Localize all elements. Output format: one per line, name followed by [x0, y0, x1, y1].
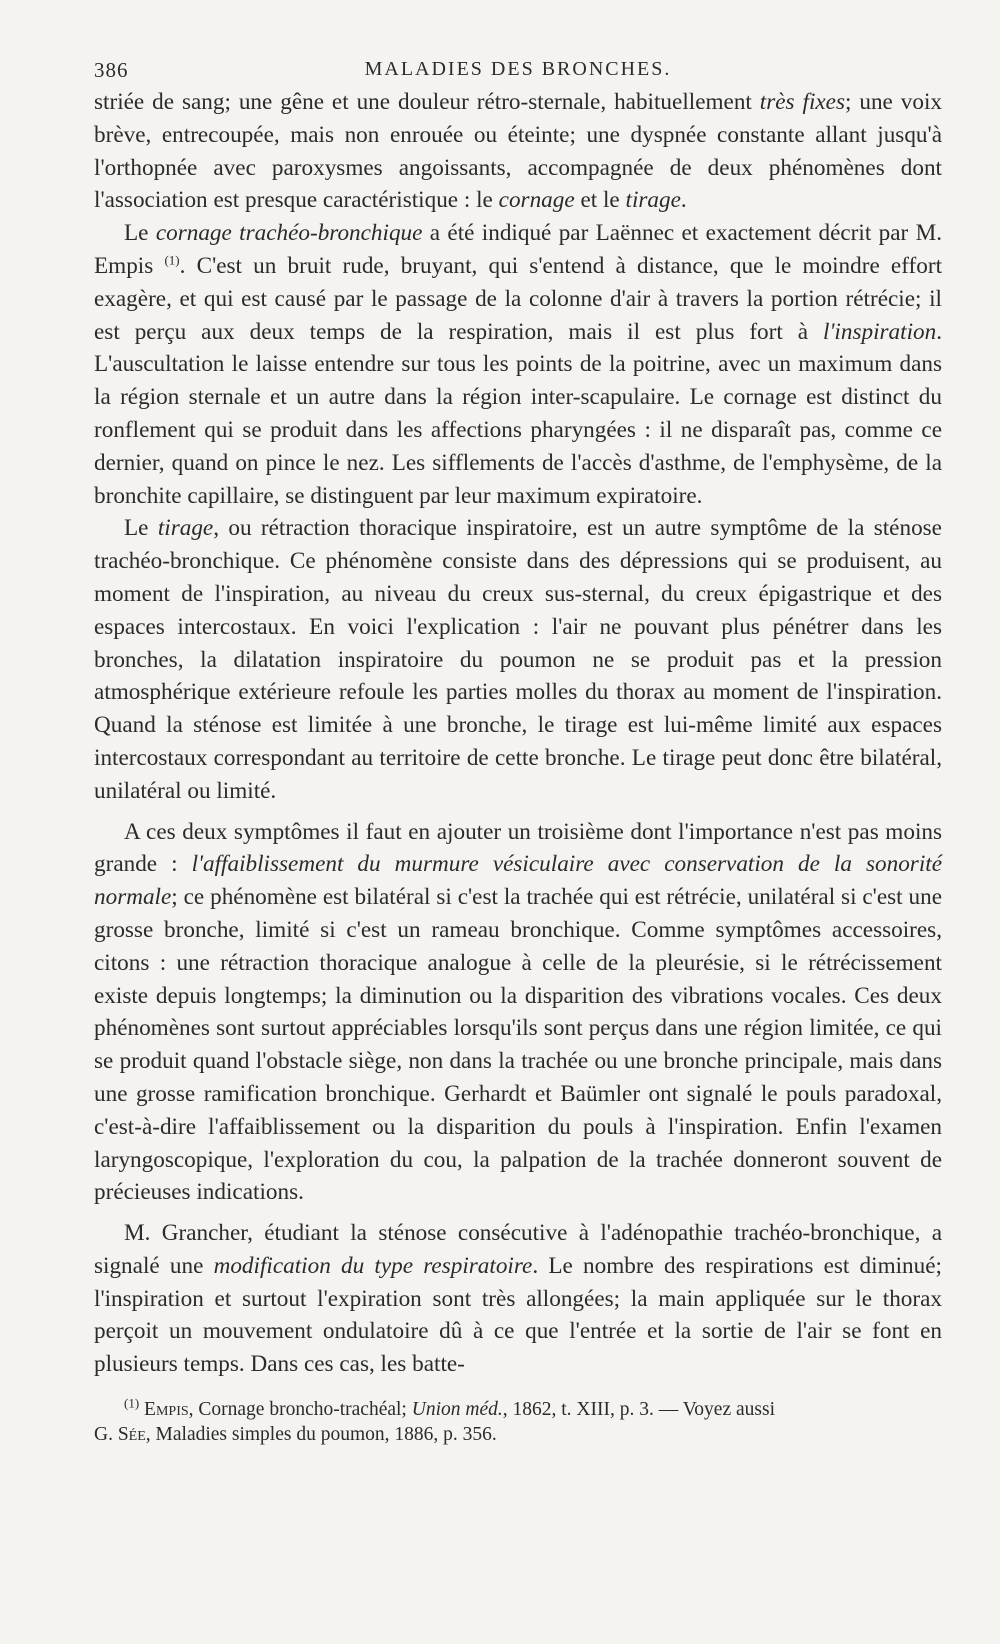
text-run: A ces deux symptômes il faut en ajouter un troisième dont l'importance n'est pas moins grande : [94, 818, 942, 878]
text-run: . L'auscultation le laisse entendre sur tous les points de la poitrine, avec un maximum dans la région sternale et un autre dans la région inter-scapulaire. Le cornage est distinct du ronflement qui se produit dans les affections pharyngées : il ne disparaît pas, comme ce dernier, quand on pince le nez. Les sifflements de l'accès d'asthme, de l'emphysème, de la bronchite capillaire, se distinguent par leur maximum expiratoire. [94, 318, 942, 509]
text-run: Le [124, 220, 156, 247]
italic-run: modification du type respiratoire [213, 1252, 533, 1279]
text-run: et le [574, 187, 626, 214]
text-run: G. Sée [94, 1424, 146, 1446]
italic-run: tirage [625, 187, 681, 214]
footnote-ref: (1) [124, 1395, 140, 1411]
text-run: . [680, 187, 687, 214]
italic-run: l'affaiblissement du murmure vésiculaire avec conservation de la sonorité normale [94, 851, 943, 911]
italic-run: cornage trachéo-bronchique [155, 220, 423, 247]
paragraph-tirage [94, 512, 942, 807]
text-run: M. Grancher, étudiant la sténose consécutive à l'adénopathie trachéo-bronchique, a signalé une [94, 1220, 942, 1279]
paragraph-grancher [94, 1217, 942, 1381]
text-run: ; une voix brève, entrecoupée, mais non enrouée ou éteinte; une dyspnée constante allant jusqu'à l'orthopnée avec paroxysmes angoissants, accompagnée de deux phénomènes dont l'association est presque caractéristique : le [94, 89, 942, 214]
text-run: Le [124, 515, 158, 542]
text-run: striée de sang; une gêne et une douleur rétro-sternale, habituellement [94, 89, 760, 115]
page-number: 386 [94, 58, 129, 82]
italic-run: tirage [157, 515, 214, 542]
text-run: . Le nombre des respirations est diminué; l'inspiration et surtout l'expiration sont très allongées; la main appliquée sur le thorax perçoit un mouvement ondulatoire dû à ce que l'entrée et la sortie de l'air se font en plusieurs temps. Dans ces cas, les batte- [94, 1252, 942, 1378]
text-run: . C'est un bruit rude, bruyant, qui s'entend à distance, que le moindre effort exagère, et qui est causé par le passage de la colonne d'air à travers la portion rétrécie; il est perçu aux deux temps de la respiration, mais il est plus fort à [94, 252, 943, 345]
italic-run: cornage [498, 187, 575, 214]
text-run: ; ce phénomène est bilatéral si c'est la trachée qui est rétrécie, unilatéral si c'est une grosse bronche, limité si c'est un rameau bronchique. Comme symptômes accessoires, citons : une rétraction thoracique analogue à celle de la pleurésie, si le rétrécissement existe depuis longtemps; la diminution ou la disparition des vibrations vocales. Ces deux phénomènes sont surtout appréciables lorsqu'ils sont perçus dans une région limitée, ce qui se produit quand l'obstacle siège, non dans la trachée ou une bronche principale, mais dans une grosse ramification bronchique. Gerhardt et Baümler ont signalé le pouls paradoxal, c'est-à-dire l'affaiblissement ou la disparition du pouls à l'inspiration. Enfin l'examen laryngoscopique, l'exploration du cou, la palpation de la trachée donneront souvent de précieuses indications. [94, 884, 942, 1206]
text-run: , Maladies simples du poumon, 1886, p. 356. [145, 1424, 497, 1446]
text-run: Empis [139, 1399, 189, 1421]
italic-run: l'inspiration [823, 318, 937, 345]
italic-run: très fixes [759, 89, 845, 115]
paragraph-1 [94, 86, 942, 217]
body-text [94, 86, 942, 1381]
text-run: , ou rétraction thoracique inspiratoire, est un autre symptôme de la sténose trachéo-bronchique. Ce phénomène consiste dans des dépressions qui se produisent, au moment de l'inspiration, au niveau du creux sus-sternal, du creux épigastrique et des espaces intercostaux. En voici l'explication : l'air ne pouvant plus pénétrer dans les bronches, la dilatation inspiratoire du poumon ne se produit pas et la pression atmosphérique extérieure refoule les parties molles du thorax au moment de l'inspiration. Quand la sténose est limitée à une bronche, le tirage est lui-même limité aux espaces intercostaux correspondant au territoire de cette bronche. Le tirage peut donc être bilatéral, unilatéral ou limité. [94, 515, 942, 804]
text-run: a été indiqué par Laënnec et exactement décrit par M. Empis [94, 220, 942, 279]
running-title: MALADIES DES BRONCHES. [364, 58, 672, 80]
footnote-line-2 [94, 1422, 942, 1447]
page-header [94, 52, 942, 86]
paragraph-cornage [94, 217, 942, 512]
footnotes [94, 1397, 942, 1447]
italic-run: Union méd. [411, 1399, 503, 1421]
footnote-line-1 [94, 1397, 942, 1422]
footnote-ref: (1) [164, 252, 180, 268]
text-run: , 1862, t. XIII, p. 3. — Voyez aussi [502, 1399, 775, 1421]
paragraph-affaiblissement [94, 816, 942, 1210]
text-run: , Cornage broncho-trachéal; [188, 1399, 412, 1421]
